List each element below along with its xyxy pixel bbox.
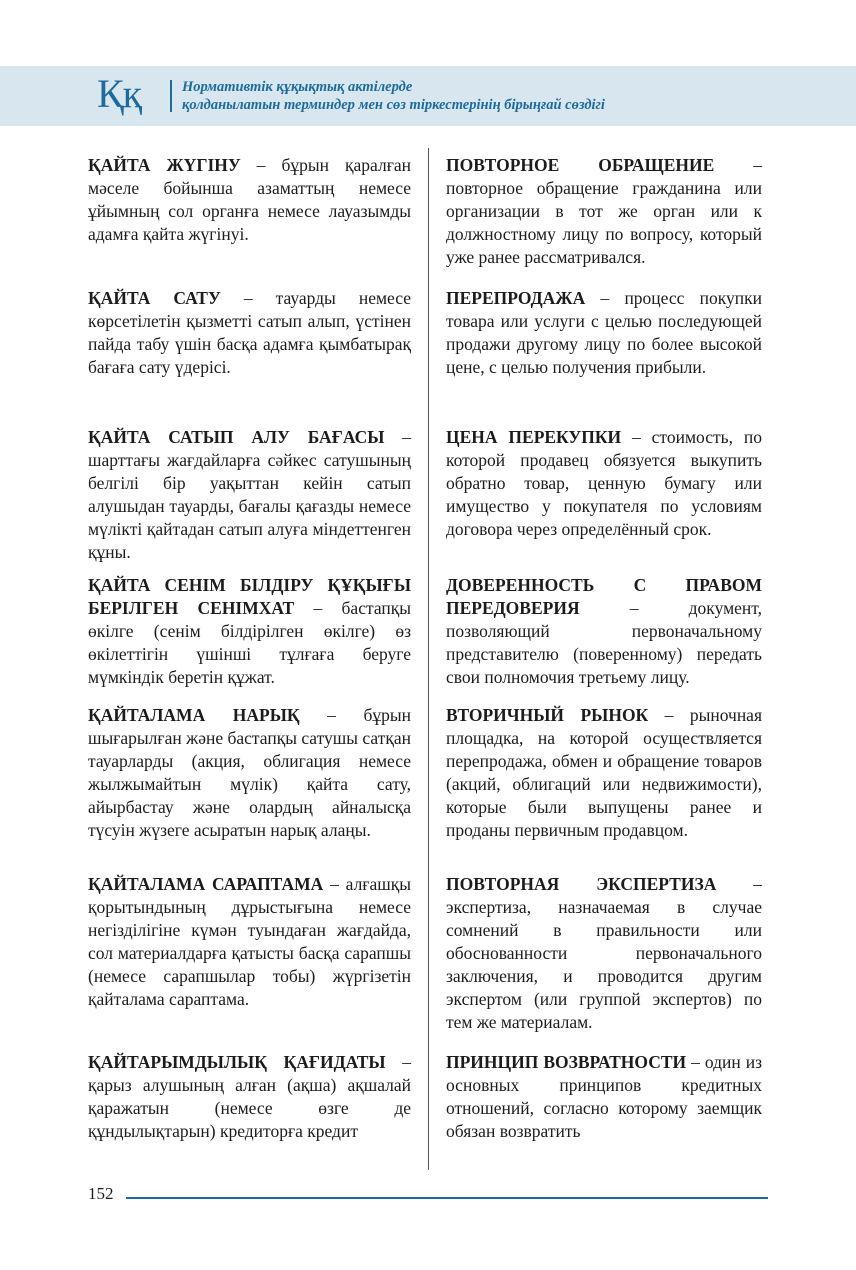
entry-kk (88, 154, 411, 246)
entry-ru (446, 704, 762, 842)
term-ru: ПЕРЕПРОДАЖА (446, 288, 586, 308)
definition-kk: – алғашқы қорытындының дұрыстығына немесе негізділігіне күмән туындаған жағдайда, сол материалдарға қатысты басқа сарапшы (немесе сарапшылар тобы) жүргізетін қайталама сараптама. (88, 874, 411, 1009)
term-ru: ПОВТОРНАЯ ЭКСПЕРТИЗА (446, 874, 717, 894)
definition-ru: – повторное обращение гражданина или организации в тот же орган или к должностному лицу по вопросу, который уже ранее рассматривался. (446, 155, 762, 267)
entry-ru (446, 287, 762, 379)
term-ru: ЦЕНА ПЕРЕКУПКИ (446, 427, 622, 447)
definition-ru: – процесс покупки товара или услуги с целью последующей продажи другому лицу по более высокой цене, с целью получения прибыли. (446, 288, 762, 377)
entry-ru (446, 574, 762, 689)
entry-kk (88, 704, 411, 842)
term-kk: ҚАЙТАРЫМДЫЛЫҚ ҚАҒИДАТЫ (88, 1052, 386, 1072)
definition-kk: – қарыз алушының алған (ақша) ақшалай қаражатын (немесе өзге де құндылықтарын) кредиторға кредит (88, 1052, 411, 1141)
definition-kk: – тауарды немесе көрсетілетін қызметті сатып алып, үстінен пайда табу үшін басқа адамға қымбатырақ бағаға сату үдерісі. (88, 288, 411, 377)
page-number: 152 (88, 1184, 114, 1203)
entry-kk (88, 873, 411, 1011)
footer-rule (126, 1197, 768, 1199)
section-letter: Ққ (97, 71, 142, 116)
entry-ru (446, 426, 762, 541)
definition-ru: – экспертиза, назначаемая в случае сомнений в правильности или обоснованности первоначального заключения, и проводится другим экспертом (или группой экспертов) по тем же материалам. (446, 874, 762, 1032)
definition-ru: – стоимость, по которой продавец обязуется выкупить обратно товар, ценную бумагу или имущество у покупателя по условиям договора через определённый срок. (446, 427, 762, 539)
entry-ru (446, 154, 762, 269)
header-title (182, 78, 605, 114)
term-ru: ВТОРИЧНЫЙ РЫНОК (446, 705, 649, 725)
term-ru: ПРИНЦИП ВОЗВРАТНОСТИ (446, 1052, 687, 1072)
term-kk: ҚАЙТА ЖҮГІНУ (88, 155, 241, 175)
entry-ru (446, 873, 762, 1034)
entry-kk (88, 287, 411, 379)
column-divider (428, 148, 429, 1170)
term-kk: ҚАЙТА СЕНІМ БІЛДІРУ ҚҰҚЫҒЫ БЕРІЛГЕН СЕНІМХАТ (88, 575, 411, 618)
term-ru: ДОВЕРЕННОСТЬ С ПРАВОМ ПЕРЕДОВЕРИЯ (446, 575, 762, 618)
term-kk: ҚАЙТАЛАМА НАРЫҚ (88, 705, 300, 725)
term-kk: ҚАЙТАЛАМА САРАПТАМА (88, 874, 324, 894)
term-kk: ҚАЙТА САТУ (88, 288, 221, 308)
definition-ru: – документ, позволяющий первоначальному представителю (поверенному) передать свои полномочия третьему лицу. (446, 598, 762, 687)
term-ru: ПОВТОРНОЕ ОБРАЩЕНИЕ (446, 155, 715, 175)
term-kk: ҚАЙТА САТЫП АЛУ БАҒАСЫ (88, 427, 385, 447)
page-header (0, 66, 856, 126)
entry-kk (88, 426, 411, 564)
definition-kk: – бұрын шығарылған және бастапқы сатушы сатқан тауарларды (акция, облигация немесе жылжымайтын мүлік) қайта сату, айырбастау және олардың айналысқа түсуін жүзеге асыратын нарық алаңы. (88, 705, 411, 840)
definition-ru: – один из основных принципов кредитных отношений, согласно которому заемщик обязан возвратить (446, 1052, 762, 1141)
definition-ru: – рыночная площадка, на которой осуществляется перепродажа, обмен и обращение товаров (акций, облигаций или недвижимости), которые были выпущены ранее и проданы первичным продавцом. (446, 705, 763, 840)
header-title-line2: қолданылатын терминдер мен сөз тіркестерінің бірыңғай сөздігі (182, 97, 605, 113)
definition-kk: – шарттағы жағдайларға сәйкес сатушының белгілі бір уақыттан кейін сатып алушыдан тауарды, бағалы қағазды немесе мүлікті қайтадан сатып алуға міндеттенген құны. (88, 427, 411, 562)
definition-kk: – бұрын қаралған мәселе бойынша азаматтың немесе ұйымның сол органға немесе лауазымды адамға қайта жүгінуі. (88, 155, 412, 244)
entry-ru (446, 1051, 762, 1143)
definition-kk: – бастапқы өкілге (сенім білдірілген өкілге) өз өкілеттігін үшінші тұлғаға беруге мүмкіндік беретін құжат. (88, 598, 411, 687)
header-title-line1: Нормативтік құқықтық актілерде (182, 79, 413, 95)
entry-kk (88, 574, 411, 689)
header-divider (170, 80, 172, 112)
entry-kk (88, 1051, 411, 1143)
